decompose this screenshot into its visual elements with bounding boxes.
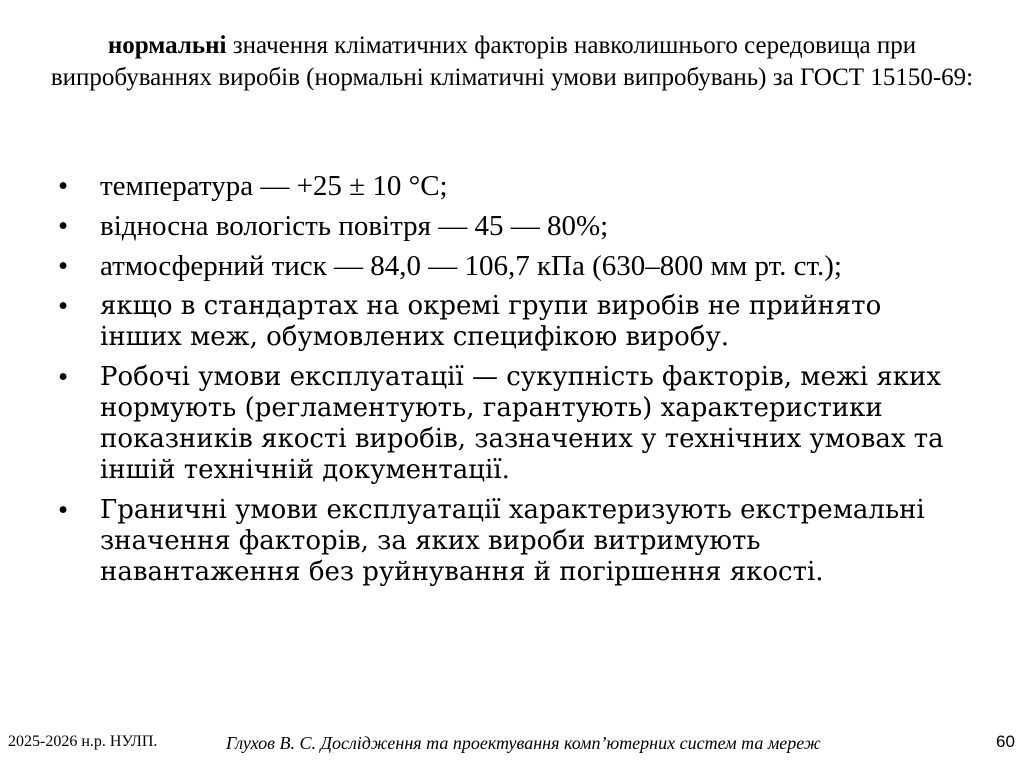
page-number: 60 xyxy=(996,732,1015,751)
heading-text: значення кліматичних факторів навколишнього середовища при випробуваннях виробів (нормальні кліматичні умови випробувань) за ГОСТ 15150-69: xyxy=(50,32,974,91)
bullet-dot-icon: • xyxy=(58,250,69,282)
slide-heading xyxy=(40,30,984,94)
bullet-dot-icon: • xyxy=(58,361,69,393)
bullet-text: Робочі умови експлуатації — сукупність факторів, межі яких нормують (регламентують, гарантують) характеристики показників якості виробів, зазначених у технічних умовах та іншій технічній документації. xyxy=(100,362,944,485)
heading-bold-term: нормальні xyxy=(107,32,227,59)
bullet-item-limit-conditions xyxy=(58,495,958,588)
bullet-text: якщо в стандартах на окремі групи виробів не прийнято інших меж, обумовлених специфікою виробу. xyxy=(100,291,882,352)
bullet-item-humidity xyxy=(58,211,958,242)
bullet-text: температура — +25 ± 10 °С; xyxy=(100,170,448,202)
bullet-item-pressure xyxy=(58,251,958,282)
bullet-dot-icon: • xyxy=(58,170,69,202)
bullet-item-temperature xyxy=(58,171,958,202)
bullet-item-other-limits xyxy=(58,291,958,353)
bullet-dot-icon: • xyxy=(58,290,69,322)
bullet-dot-icon: • xyxy=(58,210,69,242)
bullet-dot-icon: • xyxy=(58,494,69,526)
bullet-text: атмосферний тиск — 84,0 — 106,7 кПа (630–800 мм рт. ст.); xyxy=(100,250,842,282)
footer-course-title: Глухов В. С. Дослідження та проектування комп’ютерних систем та мереж xyxy=(226,733,821,753)
bullet-text: відносна вологість повітря — 45 — 80%; xyxy=(100,210,609,242)
footer-academic-year: 2025-2026 н.р. НУЛП. xyxy=(8,733,158,750)
bullet-text: Граничні умови експлуатації характеризують екстремальні значення факторів, за яких вироби витримують навантаження без руйнування й погіршення якості. xyxy=(100,495,925,587)
bullet-list xyxy=(58,171,958,597)
bullet-item-working-conditions xyxy=(58,362,958,486)
